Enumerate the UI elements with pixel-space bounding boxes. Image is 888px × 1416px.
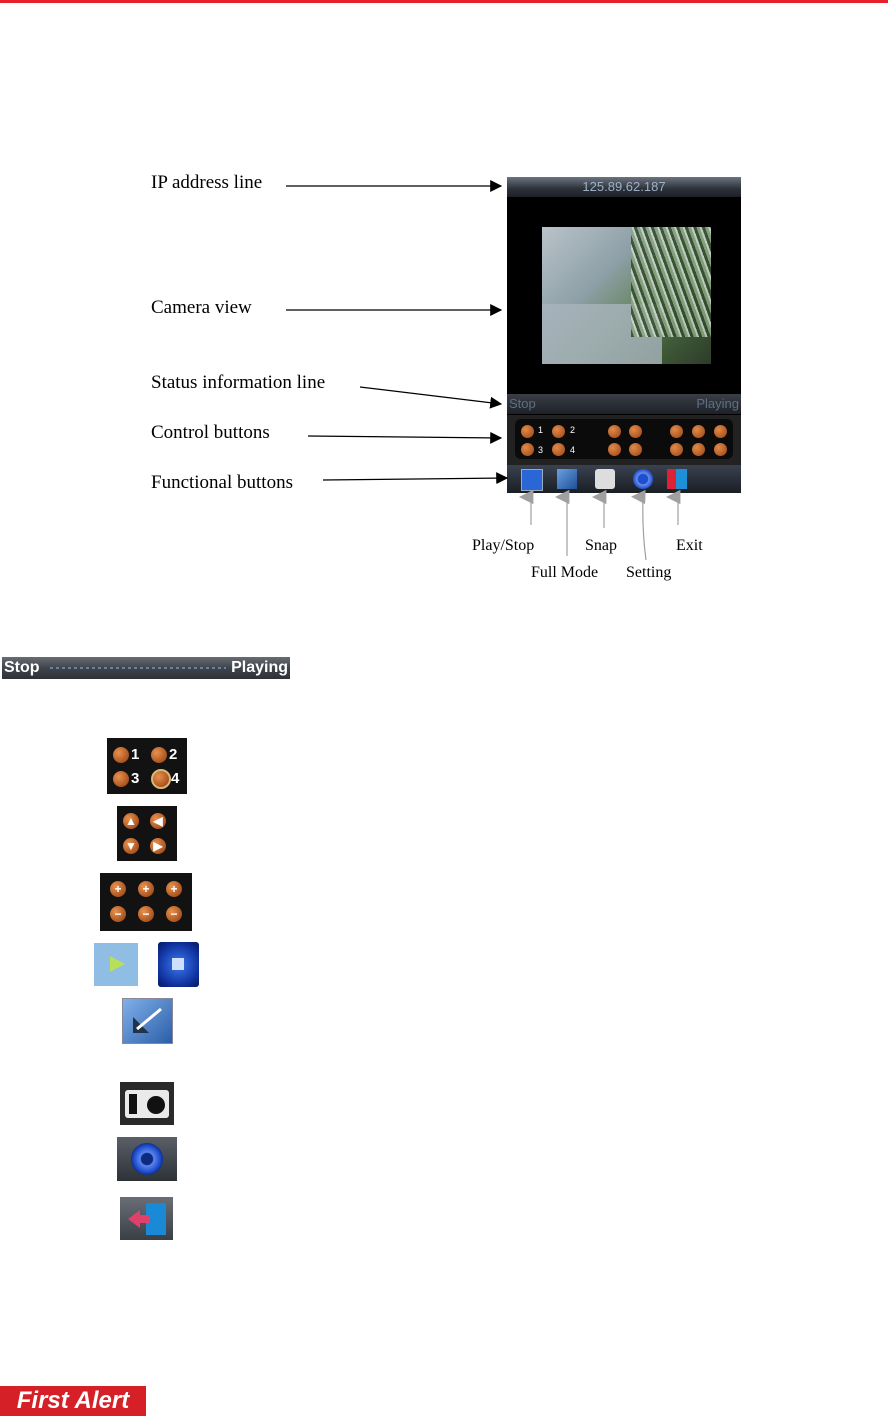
ip-address-bar: 125.89.62.187 (507, 177, 741, 197)
channel-1-sample-label: 1 (131, 746, 140, 763)
callout-arrows (0, 0, 888, 600)
channel-2-label: 2 (570, 425, 576, 435)
label-full-mode: Full Mode (531, 564, 599, 581)
channel-4-sample-button[interactable] (151, 769, 171, 789)
channel-3-sample-label: 3 (131, 770, 140, 787)
plus-icon[interactable]: + (110, 881, 126, 897)
label-setting: Setting (626, 564, 672, 581)
channel-1-sample-button[interactable] (113, 747, 129, 763)
status-sample-playing: Playing (231, 659, 288, 676)
play-icon[interactable] (94, 943, 138, 986)
setting-sample-icon[interactable] (117, 1137, 177, 1181)
label-camera-view: Camera view (151, 297, 252, 318)
channel-2-sample-button[interactable] (151, 747, 167, 763)
minus-icon[interactable]: − (166, 906, 182, 922)
channel-4-sample-label: 4 (171, 770, 180, 787)
stop-icon[interactable] (158, 942, 199, 987)
channel-1-label: 1 (538, 425, 544, 435)
label-functional-buttons: Functional buttons (151, 472, 293, 493)
snap-sample-icon[interactable] (120, 1082, 174, 1125)
label-play-stop: Play/Stop (472, 537, 535, 554)
direction-buttons-sample (117, 806, 177, 861)
status-playing-text: Playing (696, 396, 739, 411)
channel-buttons-sample (107, 738, 187, 794)
channel-2-sample-label: 2 (169, 746, 178, 763)
minus-icon[interactable]: − (138, 906, 154, 922)
left-arrow-icon[interactable]: ◀ (150, 813, 166, 829)
right-arrow-icon[interactable]: ▶ (150, 838, 166, 854)
label-status-information-line: Status information line (151, 372, 326, 393)
status-line-sample (2, 657, 290, 679)
minus-icon[interactable]: − (110, 906, 126, 922)
channel-3-sample-button[interactable] (113, 771, 129, 787)
exit-sample-icon[interactable] (120, 1197, 173, 1240)
label-ip-address-line: IP address line (151, 172, 263, 193)
status-sample-stop: Stop (4, 659, 40, 676)
plus-icon[interactable]: + (138, 881, 154, 897)
channel-3-label: 3 (538, 445, 544, 455)
first-alert-logo: First Alert (0, 1386, 146, 1416)
label-control-buttons: Control buttons (151, 422, 270, 443)
status-stop-text: Stop (509, 396, 536, 411)
zoom-focus-iris-sample (100, 873, 192, 931)
label-exit: Exit (676, 537, 703, 554)
full-mode-sample-icon[interactable] (122, 998, 173, 1044)
label-snap: Snap (585, 537, 617, 554)
down-arrow-icon[interactable]: ▼ (123, 838, 139, 854)
channel-4-label: 4 (570, 445, 576, 455)
up-arrow-icon[interactable]: ▲ (123, 813, 139, 829)
plus-icon[interactable]: + (166, 881, 182, 897)
